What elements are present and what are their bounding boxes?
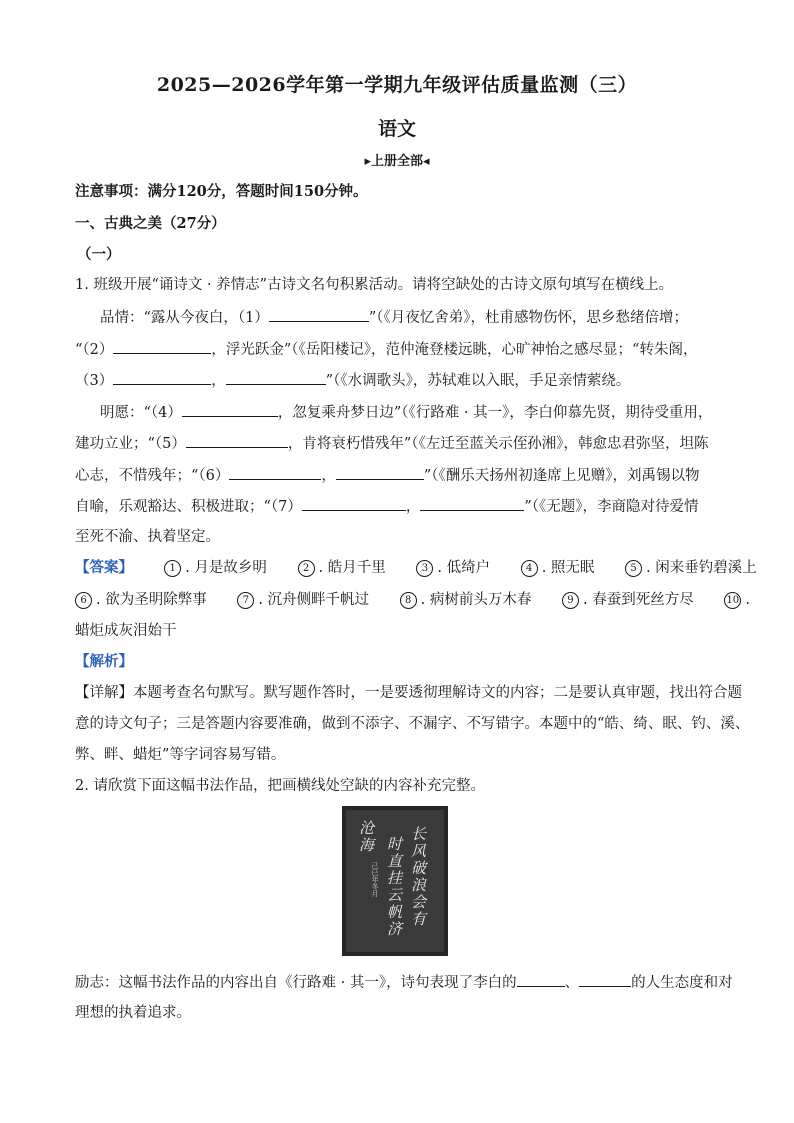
answer-text: . 月是故乡明 [185, 560, 267, 576]
question-1-line [75, 433, 709, 454]
question-1-line [75, 370, 630, 391]
text-span: “（2） [75, 342, 114, 358]
answer-blank[interactable] [226, 370, 326, 385]
answer-blank[interactable] [420, 496, 524, 511]
scope-label: ▸上册全部◂ [364, 154, 430, 169]
answer-number-badge: 4 [521, 560, 538, 577]
answer-item [625, 558, 757, 578]
question-2-prompt: 2. 请欣赏下面这幅书法作品，把画横线处空缺的内容补充完整。 [75, 778, 485, 794]
subject-title: 语文 [377, 118, 416, 140]
answer-number-badge: 8 [400, 592, 417, 609]
calligraphy-image [342, 806, 448, 956]
answer-text: . [745, 592, 750, 608]
answer-blank[interactable] [336, 465, 424, 480]
answer-text: . 皓月千里 [318, 560, 386, 576]
text-span: （3） [75, 373, 114, 389]
answer-item [724, 590, 750, 610]
part-heading: （一） [77, 246, 121, 263]
answer-item [75, 590, 207, 610]
answer-blank[interactable] [113, 370, 211, 385]
answer-text: . 沉舟侧畔千帆过 [258, 592, 370, 608]
question-1-line [75, 496, 699, 517]
answer-text: . 欲为圣明除弊事 [96, 592, 207, 608]
answer-row [75, 558, 757, 578]
analysis-line: 意的诗文句子；三是答题内容要准确，做到不添字、不漏字、不写错字。本题中的“皓、绮、眠、钓、溪、 [75, 716, 750, 732]
text-span: ”（《无题》，李商隐对待爱情 [524, 499, 699, 515]
answer-item [416, 558, 490, 578]
calligraphy-artwork [342, 806, 448, 956]
calligraphy-column-1: 长风破浪会有 [409, 826, 427, 928]
analysis-line: 【详解】本题考查名句默写。默写题作答时，一是要透彻理解诗文的内容；二是要认真审题，找出符合题 [75, 685, 742, 701]
answer-number-badge: 3 [416, 560, 433, 577]
answer-blank[interactable] [579, 972, 631, 987]
question-1-line [75, 465, 700, 486]
answer-text: . 春蚕到死丝方尽 [582, 592, 694, 608]
answer-number-badge: 5 [625, 560, 642, 577]
notice-text: 满分120分，答题时间150分钟。 [147, 183, 368, 200]
text-span: 心志，不惜残年；“（6） [75, 468, 230, 484]
calligraphy-column-3: 沧海 [357, 820, 375, 854]
text-span: 品情：“露从今夜白，（1） [100, 310, 269, 326]
answer-text: . 病树前头万木春 [420, 592, 532, 608]
answer-item [237, 590, 369, 610]
text-span: 的人生态度和对 [631, 975, 733, 991]
answer-item [298, 558, 386, 578]
answer-number-badge: 2 [298, 560, 315, 577]
answer-blank[interactable] [517, 972, 565, 987]
analysis-tag: 【解析】 [75, 653, 133, 670]
answer-blank[interactable] [113, 339, 211, 354]
analysis-line: 弊、畔、蜡炬”等字词容易写错。 [75, 747, 286, 763]
question-1-line [100, 307, 688, 328]
answer-item [164, 558, 267, 578]
text-span: ，肯将衰朽惜残年”（《左迁至蓝关示侄孙湘》，韩愈忠君弥坚，坦陈 [287, 436, 709, 452]
question-1-line [75, 339, 697, 360]
text-span: ，忽复乘舟梦日边”（《行路难 · 其一》，李白仰慕先贤，期待受重用， [277, 405, 713, 421]
answer-tag: 【答案】 [75, 559, 133, 576]
text-span: ”（《酬乐天扬州初逢席上见赠》，刘禹锡以物 [423, 468, 700, 484]
answer-blank[interactable] [269, 307, 369, 322]
answer-blank[interactable] [182, 402, 278, 417]
notice [75, 182, 368, 202]
answer-blank[interactable] [186, 433, 288, 448]
answer-text: 蜡炬成灰泪始干 [75, 623, 177, 639]
text-span: ，浮光跃金”（《岳阳楼记》，范仲淹登楼远眺，心旷神怡之感尽显；“转朱阁， [211, 342, 698, 358]
text-span: ， [211, 373, 226, 389]
answer-blank[interactable] [229, 465, 321, 480]
answer-text: . 照无眠 [541, 560, 595, 576]
answer-number-badge: 9 [562, 592, 579, 609]
text-span: 明愿：“（4） [100, 405, 182, 421]
answer-number-badge: 7 [237, 592, 254, 609]
text-span: ， [405, 499, 421, 515]
section-heading: 一、古典之美（27分） [75, 215, 226, 232]
answer-item [400, 590, 532, 610]
text-span: 建功立业；“（5） [75, 436, 186, 452]
answer-number-badge: 10 [724, 592, 741, 609]
calligraphy-seal: 己巳年冬月 [371, 862, 379, 897]
page-title: 2025—2026学年第一学期九年级评估质量监测（三） [156, 74, 638, 96]
text-span: ”（《月夜忆舍弟》，杜甫感物伤怀，思乡愁绪倍增； [368, 310, 689, 326]
text-span: ， [321, 468, 336, 484]
text-span: 自喻，乐观豁达、积极进取；“（7） [75, 499, 302, 515]
question-1-prompt: 1. 班级开展“诵诗文 · 养情志”古诗文名句积累活动。请将空缺处的古诗文原句填写在横线上。 [75, 277, 674, 293]
text-span: 、 [564, 975, 580, 991]
answer-row [75, 590, 750, 610]
text-span: 励志：这幅书法作品的内容出自《行路难 · 其一》，诗句表现了李白的 [75, 975, 517, 991]
answer-text: . 闲来垂钓碧溪上 [646, 560, 757, 576]
answer-number-badge: 1 [164, 560, 181, 577]
question-2-line: 理想的执着追求。 [75, 1005, 191, 1021]
question-1-line: 至死不渝、执着坚定。 [75, 529, 220, 545]
answer-item [562, 590, 694, 610]
answer-text: . 低绮户 [437, 560, 491, 576]
answer-number-badge: 6 [75, 592, 92, 609]
text-span: ”（《水调歌头》，苏轼难以入眠，手足亲情萦绕。 [325, 373, 631, 389]
answer-blank[interactable] [302, 496, 406, 511]
question-2-line [75, 972, 733, 993]
calligraphy-column-2: 时直挂云帆济 [385, 836, 403, 938]
answer-item [521, 558, 595, 578]
question-1-line [100, 402, 712, 423]
notice-label: 注意事项： [75, 183, 148, 200]
